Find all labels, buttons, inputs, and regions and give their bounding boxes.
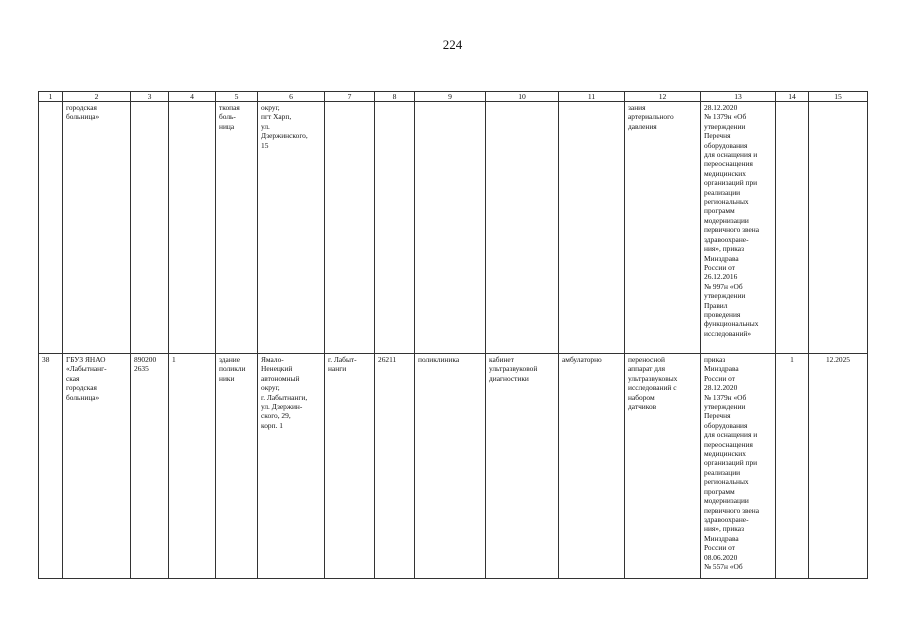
care-form-cell (559, 102, 625, 354)
regulation-cell: 28.12.2020 № 1379н «Об утверждении Перечня оборудования для оснащения и переоснащения медицинских организаций при реализации региональных программ модернизации первичного звена здравоохране- ния», приказ Минздрава России от 26.12.2016 № 997н «Об утверждении Правил проведения функциональных исследований» (701, 102, 776, 354)
locality-cell: г. Лабыт- нанги (325, 354, 375, 579)
column-header: 5 (216, 92, 258, 102)
regulation-cell: приказ Минздрава России от 28.12.2020 № 1379н «Об утверждении Перечня оборудования для оснащения и переоснащения медицинских организаций при реализации региональных программ модернизации первичного звена здравоохране- ния», приказ Минздрава России от 08.06.2020 № 557н «Об (701, 354, 776, 579)
oktmo-cell: 26211 (375, 354, 415, 579)
column-header: 7 (325, 92, 375, 102)
quantity-cell: 1 (776, 354, 809, 579)
document-table (38, 91, 868, 579)
address-cell: округ, пгт Харп, ул. Дзержинского, 15 (258, 102, 325, 354)
unit-cell: поликлиника (415, 354, 486, 579)
header-row (39, 92, 868, 102)
column-header: 14 (776, 92, 809, 102)
address-cell: Ямало- Ненецкий автономный округ, г. Лабытнанги, ул. Дзержин- ского, 29, корп. 1 (258, 354, 325, 579)
cabinet-cell (486, 102, 559, 354)
row-number-cell: 38 (39, 354, 63, 579)
page-number: 224 (442, 37, 463, 52)
column-header: 9 (415, 92, 486, 102)
inn-cell: 890200 2635 (131, 354, 169, 579)
organization-cell: ГБУЗ ЯНАО «Лабытнанг- ская городская больница» (63, 354, 131, 579)
column-header: 12 (625, 92, 701, 102)
building-cell: здание поликли ники (216, 354, 258, 579)
code-cell (169, 102, 216, 354)
column-header: 13 (701, 92, 776, 102)
table-row (39, 102, 868, 354)
cabinet-cell: кабинет ультразвуковой диагностики (486, 354, 559, 579)
column-header: 4 (169, 92, 216, 102)
date-cell (809, 102, 868, 354)
column-header: 6 (258, 92, 325, 102)
date-cell: 12.2025 (809, 354, 868, 579)
table-row (39, 354, 868, 579)
locality-cell (325, 102, 375, 354)
row-number-cell (39, 102, 63, 354)
column-header: 11 (559, 92, 625, 102)
column-header: 10 (486, 92, 559, 102)
equipment-cell: зания артериального давления (625, 102, 701, 354)
care-form-cell: амбулаторно (559, 354, 625, 579)
organization-cell: городская больница» (63, 102, 131, 354)
column-header: 1 (39, 92, 63, 102)
equipment-cell: переносной аппарат для ультразвуковых исследований с набором датчиков (625, 354, 701, 579)
column-header: 2 (63, 92, 131, 102)
column-header: 8 (375, 92, 415, 102)
code-cell: 1 (169, 354, 216, 579)
column-header: 3 (131, 92, 169, 102)
column-header: 15 (809, 92, 868, 102)
quantity-cell (776, 102, 809, 354)
inn-cell (131, 102, 169, 354)
unit-cell (415, 102, 486, 354)
oktmo-cell (375, 102, 415, 354)
building-cell: ткопая боль- ница (216, 102, 258, 354)
